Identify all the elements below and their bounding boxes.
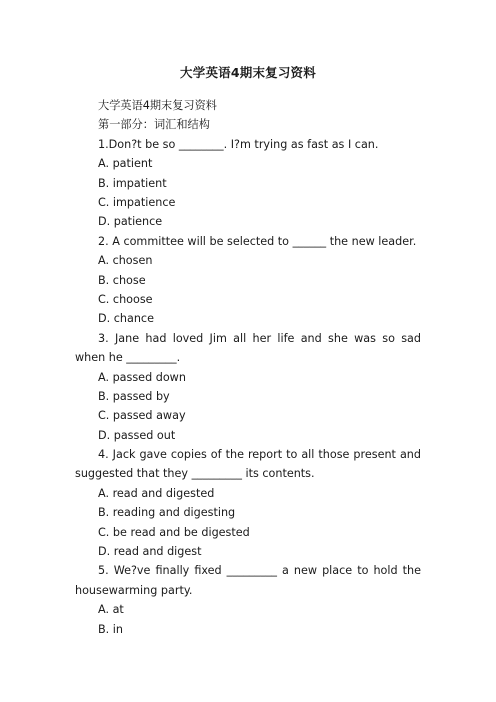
option-4c: C. be read and be digested [98,525,250,539]
option-5a: A. at [98,603,124,617]
option-2c: C. choose [98,292,153,306]
option-1c: C. impatience [98,195,176,209]
option-3c: C. passed away [98,409,186,423]
subtitle-line: 大学英语4期末复习资料 [98,99,217,112]
section-heading: 第一部分：词汇和结构 [98,118,210,132]
option-3d: D. passed out [98,428,176,442]
option-5b: B. in [98,622,123,636]
option-1d: D. patience [98,215,163,229]
question-4: 4. Jack gave copies of the report to all those present and suggested that they _________ its contents. [75,448,421,481]
option-2d: D. chance [98,312,154,326]
question-3: 3. Jane had loved Jim all her life and she was so sad when he _________. [75,331,421,365]
option-4d: D. read and digest [98,545,202,559]
option-1a: A. patient [98,157,153,171]
option-2b: B. chose [98,273,146,287]
option-4a: A. read and digested [98,486,215,500]
question-2: 2. A committee will be selected to ______ the new leader. [98,234,417,248]
option-3a: A. passed down [98,370,186,384]
option-2a: A. chosen [98,254,153,268]
question-5: 5. We?ve finally fixed _________ a new place to hold the housewarming party. [75,564,421,597]
document-body [75,96,421,639]
document-title: 大学英语4期末复习资料 [180,65,316,80]
option-3b: B. passed by [98,389,170,403]
question-1: 1.Don?t be so ________. I?m trying as fast as I can. [98,137,379,151]
option-4b: B. reading and digesting [98,506,236,520]
option-1b: B. impatient [98,176,167,190]
